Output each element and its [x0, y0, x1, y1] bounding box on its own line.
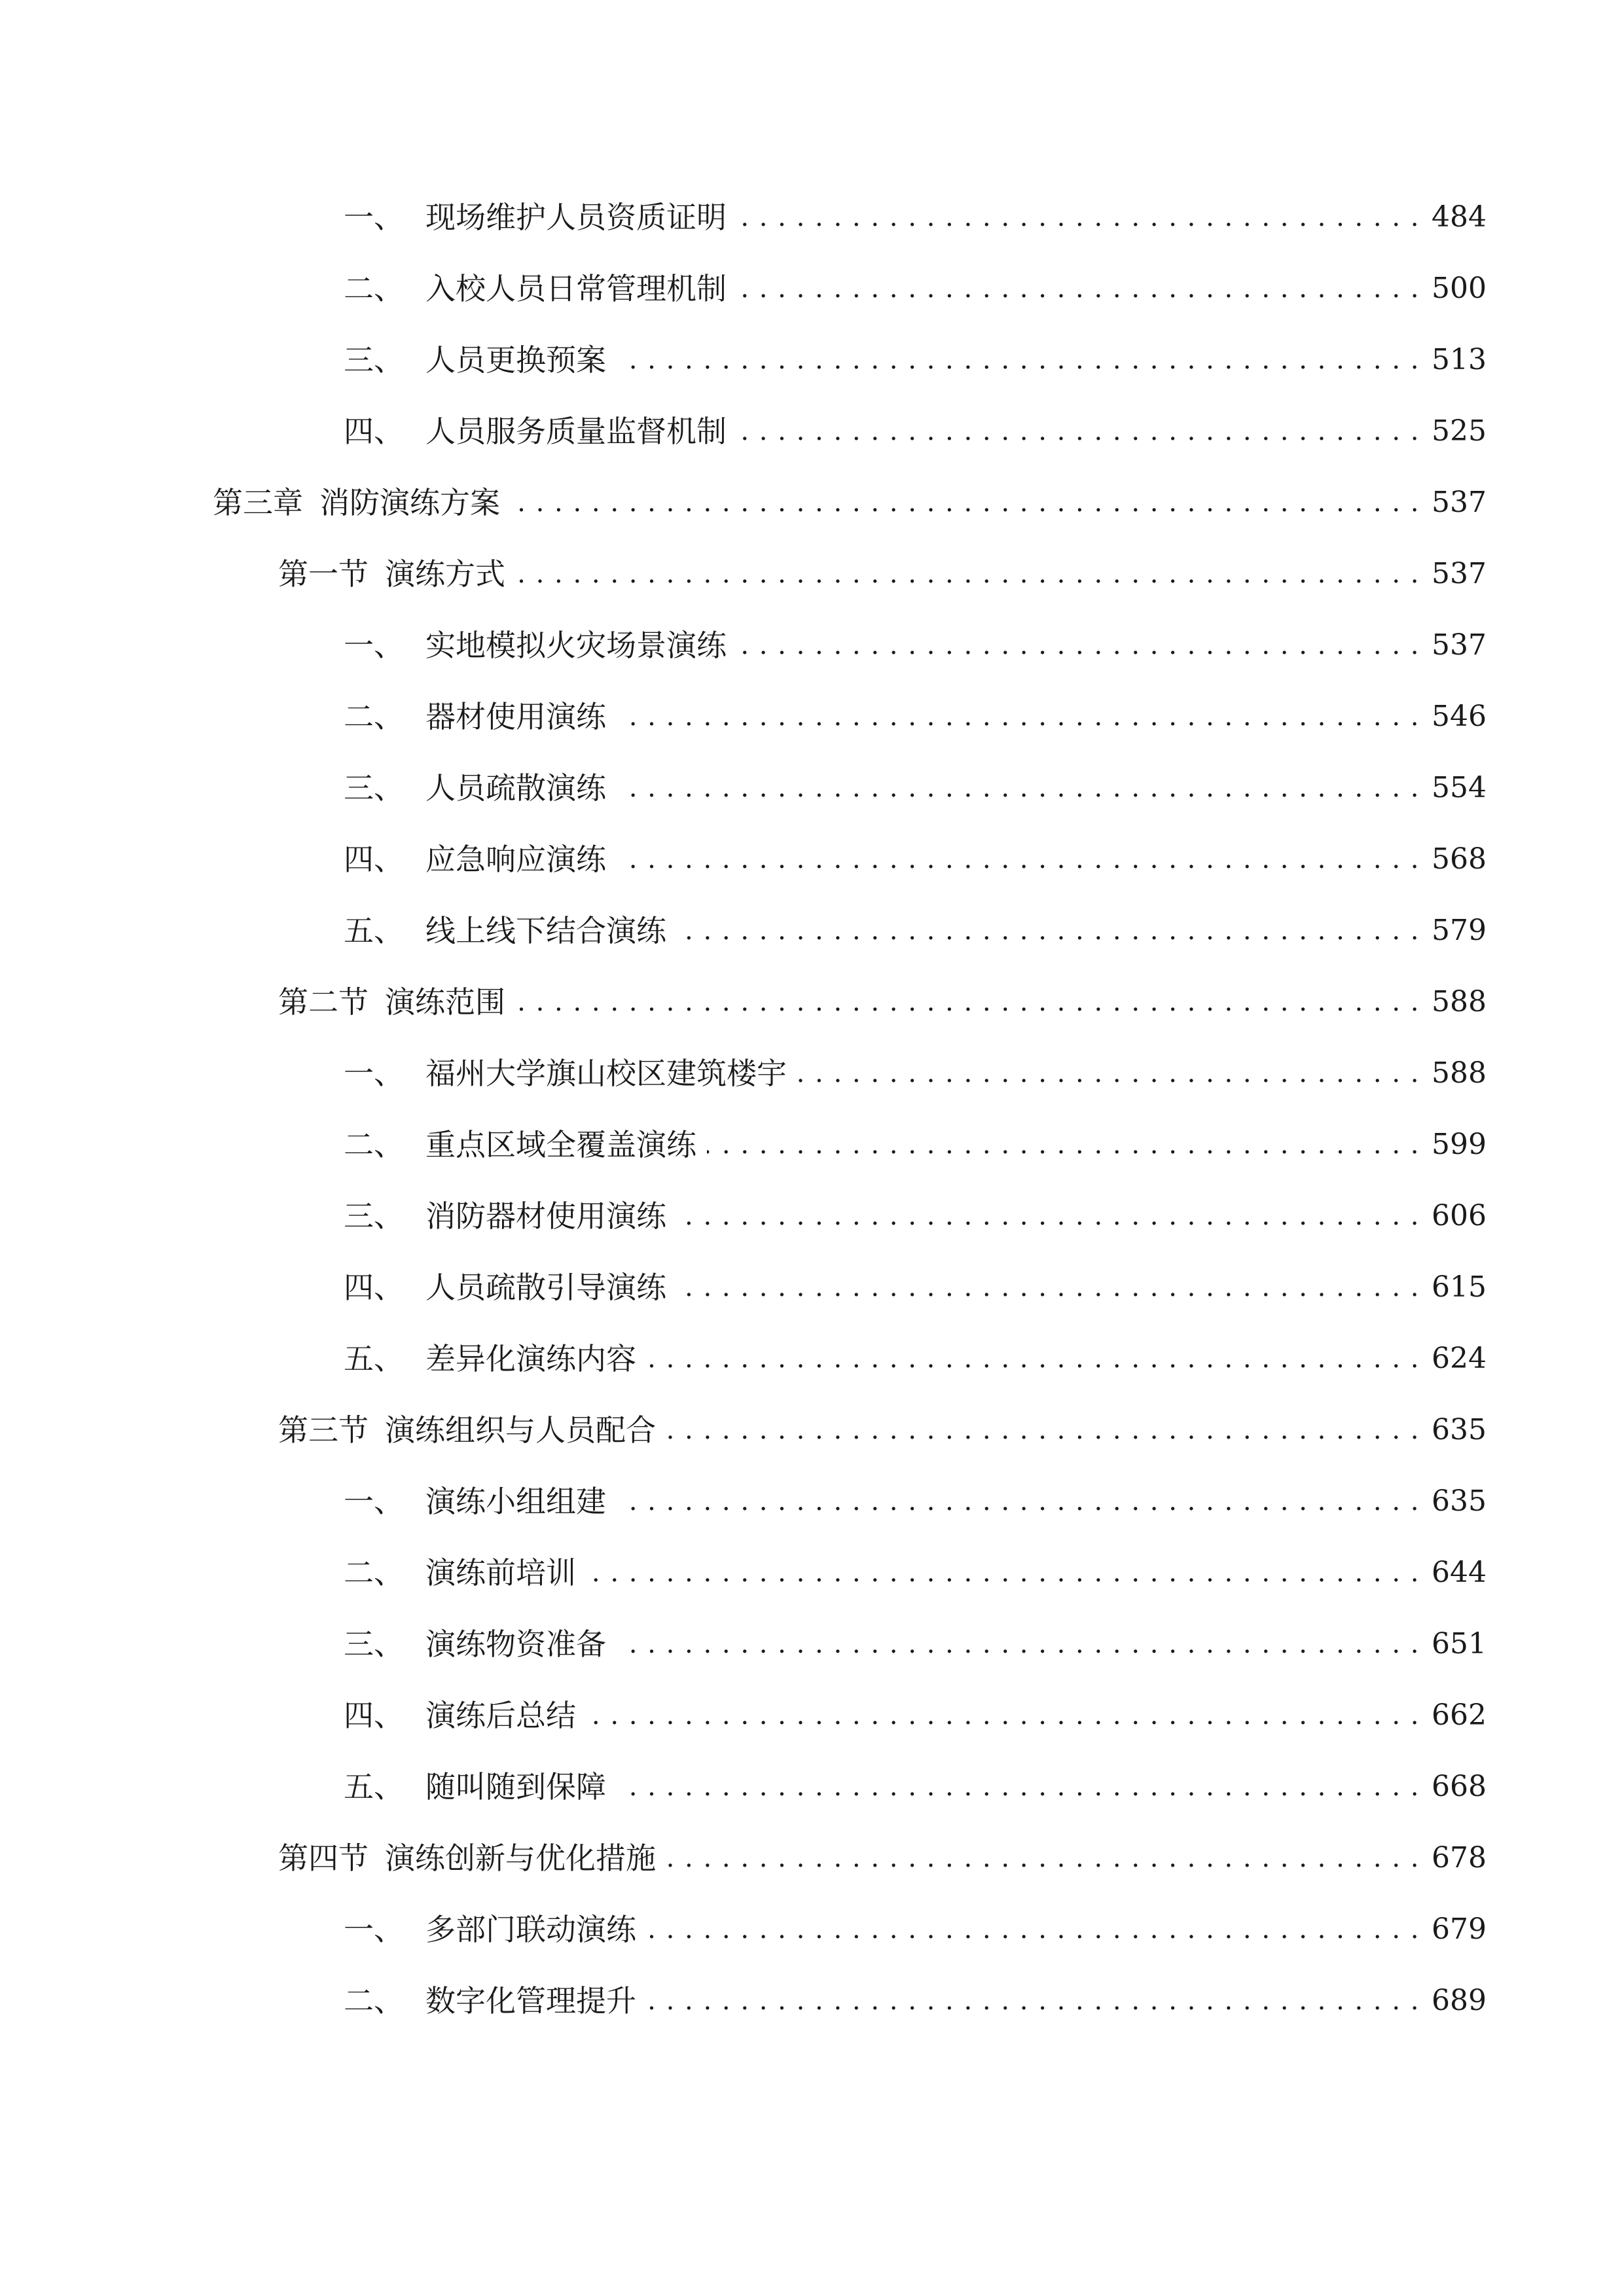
toc-page-number: 546: [1432, 700, 1487, 733]
toc-page-number: 500: [1432, 272, 1487, 305]
toc-number: 二、: [344, 699, 404, 734]
toc-entry[interactable]: [344, 191, 1487, 243]
toc-page-number: 644: [1432, 1556, 1487, 1589]
toc-row: [0, 1404, 1624, 1456]
toc-number: 四、: [344, 842, 404, 877]
toc-page-number: 537: [1432, 557, 1487, 590]
toc-number: 一、: [344, 628, 404, 663]
toc-number: 二、: [344, 271, 404, 306]
toc-page-number: 635: [1432, 1413, 1487, 1446]
toc-leader-dots: [647, 1903, 1420, 1956]
toc-leader-dots: [677, 1190, 1420, 1242]
toc-number: 三、: [344, 342, 404, 378]
toc-page-number: 668: [1432, 1770, 1487, 1803]
toc-number: 一、: [344, 200, 404, 235]
toc-row: [0, 833, 1624, 886]
toc-leader-dots: [516, 548, 1420, 600]
toc-title: 消防演练方案: [319, 485, 500, 520]
toc-title: 重点区域全覆盖演练: [425, 1127, 696, 1162]
toc-entry[interactable]: [344, 1975, 1487, 2027]
toc-page-number: 662: [1432, 1698, 1487, 1732]
toc-leader-dots: [617, 1761, 1420, 1813]
toc-entry[interactable]: [344, 1689, 1487, 1742]
toc-title: 演练方式: [385, 556, 505, 592]
toc-number: 第四节: [278, 1840, 369, 1876]
toc-leader-dots: [617, 691, 1420, 743]
toc-entry[interactable]: [344, 1119, 1487, 1171]
toc-title: 人员疏散演练: [425, 770, 606, 806]
toc-page-number: 554: [1432, 771, 1487, 804]
toc-title: 应急响应演练: [425, 842, 606, 877]
toc-leader-dots: [666, 1404, 1420, 1456]
toc-entry[interactable]: [344, 405, 1487, 457]
toc-entry[interactable]: [344, 1475, 1487, 1528]
toc-leader-dots: [647, 1975, 1420, 2027]
toc-leader-dots: [737, 405, 1420, 457]
toc-number: 一、: [344, 1056, 404, 1091]
toc-leader-dots: [586, 1689, 1420, 1742]
toc-number: 第二节: [278, 984, 369, 1020]
toc-entry[interactable]: [344, 334, 1487, 386]
toc-number: 五、: [344, 1341, 404, 1376]
toc-entry[interactable]: [344, 1903, 1487, 1956]
toc-page-number: 599: [1432, 1128, 1487, 1161]
toc-row: [0, 1618, 1624, 1670]
toc-number: 五、: [344, 913, 404, 948]
toc-title: 演练组织与人员配合: [385, 1412, 656, 1448]
toc-number: 四、: [344, 1698, 404, 1733]
toc-page-number: 579: [1432, 914, 1487, 947]
toc-page-number: 689: [1432, 1984, 1487, 2017]
toc-title: 福州大学旗山校区建筑楼宇: [425, 1056, 787, 1091]
toc-row: [0, 1547, 1624, 1599]
toc-number: 四、: [344, 414, 404, 449]
toc-page-number: 537: [1432, 628, 1487, 662]
toc-leader-dots: [617, 1618, 1420, 1670]
toc-row: [0, 1761, 1624, 1813]
toc-entry[interactable]: [344, 1333, 1487, 1385]
toc-row: [0, 1119, 1624, 1171]
toc-leader-dots: [737, 262, 1420, 315]
toc-row: [0, 1832, 1624, 1884]
toc-page-number: 651: [1432, 1627, 1487, 1660]
toc-leader-dots: [737, 191, 1420, 243]
toc-title: 随叫随到保障: [425, 1769, 606, 1804]
toc-row: [0, 262, 1624, 315]
toc-page-number: 525: [1432, 414, 1487, 448]
toc-page-number: 537: [1432, 486, 1487, 519]
toc-title: 实地模拟火灾场景演练: [425, 628, 727, 663]
toc-entry[interactable]: [344, 762, 1487, 814]
toc-entry[interactable]: [213, 476, 1487, 529]
toc-title: 数字化管理提升: [425, 1983, 636, 2018]
toc-number: 第一节: [278, 556, 369, 592]
toc-title: 消防器材使用演练: [425, 1198, 666, 1234]
toc-number: 第三节: [278, 1412, 369, 1448]
toc-leader-dots: [617, 1475, 1420, 1528]
toc-entry[interactable]: [344, 1047, 1487, 1100]
toc-page-number: 588: [1432, 985, 1487, 1018]
toc-number: 一、: [344, 1912, 404, 1947]
toc-page-number: 484: [1432, 200, 1487, 234]
toc-entry[interactable]: [344, 1761, 1487, 1813]
toc-title: 演练小组组建: [425, 1484, 606, 1519]
toc-entry[interactable]: [344, 691, 1487, 743]
toc-row: [0, 1903, 1624, 1956]
toc-leader-dots: [617, 334, 1420, 386]
toc-page-number: 624: [1432, 1342, 1487, 1375]
toc-title: 人员疏散引导演练: [425, 1270, 666, 1305]
toc-entry[interactable]: [344, 905, 1487, 957]
toc-title: 演练创新与优化措施: [385, 1840, 656, 1876]
toc-number: 二、: [344, 1555, 404, 1590]
toc-row: [0, 1261, 1624, 1314]
toc-number: 五、: [344, 1769, 404, 1804]
toc-row: [0, 476, 1624, 529]
toc-entry[interactable]: [278, 1404, 1487, 1456]
toc-page-number: 635: [1432, 1484, 1487, 1518]
toc-title: 多部门联动演练: [425, 1912, 636, 1947]
toc-title: 演练范围: [385, 984, 505, 1020]
toc-number: 三、: [344, 1626, 404, 1662]
toc-entry[interactable]: [344, 619, 1487, 672]
toc-leader-dots: [797, 1047, 1420, 1100]
toc-number: 二、: [344, 1127, 404, 1162]
toc-title: 演练后总结: [425, 1698, 576, 1733]
toc-title: 线上线下结合演练: [425, 913, 666, 948]
toc-page-number: 606: [1432, 1199, 1487, 1232]
toc-row: [0, 976, 1624, 1028]
toc-page-number: 513: [1432, 343, 1487, 376]
toc-row: [0, 1333, 1624, 1385]
toc-entry[interactable]: [344, 1618, 1487, 1670]
toc-page-number: 615: [1432, 1270, 1487, 1304]
toc-entry[interactable]: [344, 1547, 1487, 1599]
toc-leader-dots: [516, 976, 1420, 1028]
toc-row: [0, 1689, 1624, 1742]
toc-title: 人员更换预案: [425, 342, 606, 378]
toc-title: 演练物资准备: [425, 1626, 606, 1662]
toc-leader-dots: [677, 905, 1420, 957]
toc-row: [0, 619, 1624, 672]
toc-number: 四、: [344, 1270, 404, 1305]
toc-leader-dots: [617, 762, 1420, 814]
toc-row: [0, 334, 1624, 386]
toc-entry[interactable]: [344, 1261, 1487, 1314]
toc-page-number: 588: [1432, 1056, 1487, 1090]
toc-row: [0, 405, 1624, 457]
toc-title: 现场维护人员资质证明: [425, 200, 727, 235]
toc-leader-dots: [511, 476, 1420, 529]
toc-title: 差异化演练内容: [425, 1341, 636, 1376]
toc-entry[interactable]: [278, 548, 1487, 600]
toc-row: [0, 691, 1624, 743]
toc-row: [0, 1047, 1624, 1100]
toc-leader-dots: [677, 1261, 1420, 1314]
toc-leader-dots: [737, 619, 1420, 672]
toc-entry[interactable]: [344, 1190, 1487, 1242]
toc-entry[interactable]: [344, 833, 1487, 886]
toc-page-number: 678: [1432, 1841, 1487, 1874]
toc-entry[interactable]: [278, 1832, 1487, 1884]
toc-page-number: 679: [1432, 1912, 1487, 1946]
toc-row: [0, 548, 1624, 600]
toc-leader-dots: [617, 833, 1420, 886]
toc-leader-dots: [707, 1119, 1420, 1171]
toc-row: [0, 905, 1624, 957]
toc-number: 一、: [344, 1484, 404, 1519]
toc-number: 三、: [344, 770, 404, 806]
toc-row: [0, 191, 1624, 243]
toc-leader-dots: [647, 1333, 1420, 1385]
toc-row: [0, 1190, 1624, 1242]
toc-entry[interactable]: [344, 262, 1487, 315]
toc-leader-dots: [666, 1832, 1420, 1884]
toc-row: [0, 1475, 1624, 1528]
toc-row: [0, 1975, 1624, 2027]
toc-number: 三、: [344, 1198, 404, 1234]
toc-leader-dots: [586, 1547, 1420, 1599]
toc-entry[interactable]: [278, 976, 1487, 1028]
toc-page-number: 568: [1432, 842, 1487, 876]
toc-number: 二、: [344, 1983, 404, 2018]
toc-title: 器材使用演练: [425, 699, 606, 734]
toc-number: 第三章: [213, 485, 303, 520]
toc-title: 入校人员日常管理机制: [425, 271, 727, 306]
toc-title: 人员服务质量监督机制: [425, 414, 727, 449]
toc-row: [0, 762, 1624, 814]
toc-title: 演练前培训: [425, 1555, 576, 1590]
